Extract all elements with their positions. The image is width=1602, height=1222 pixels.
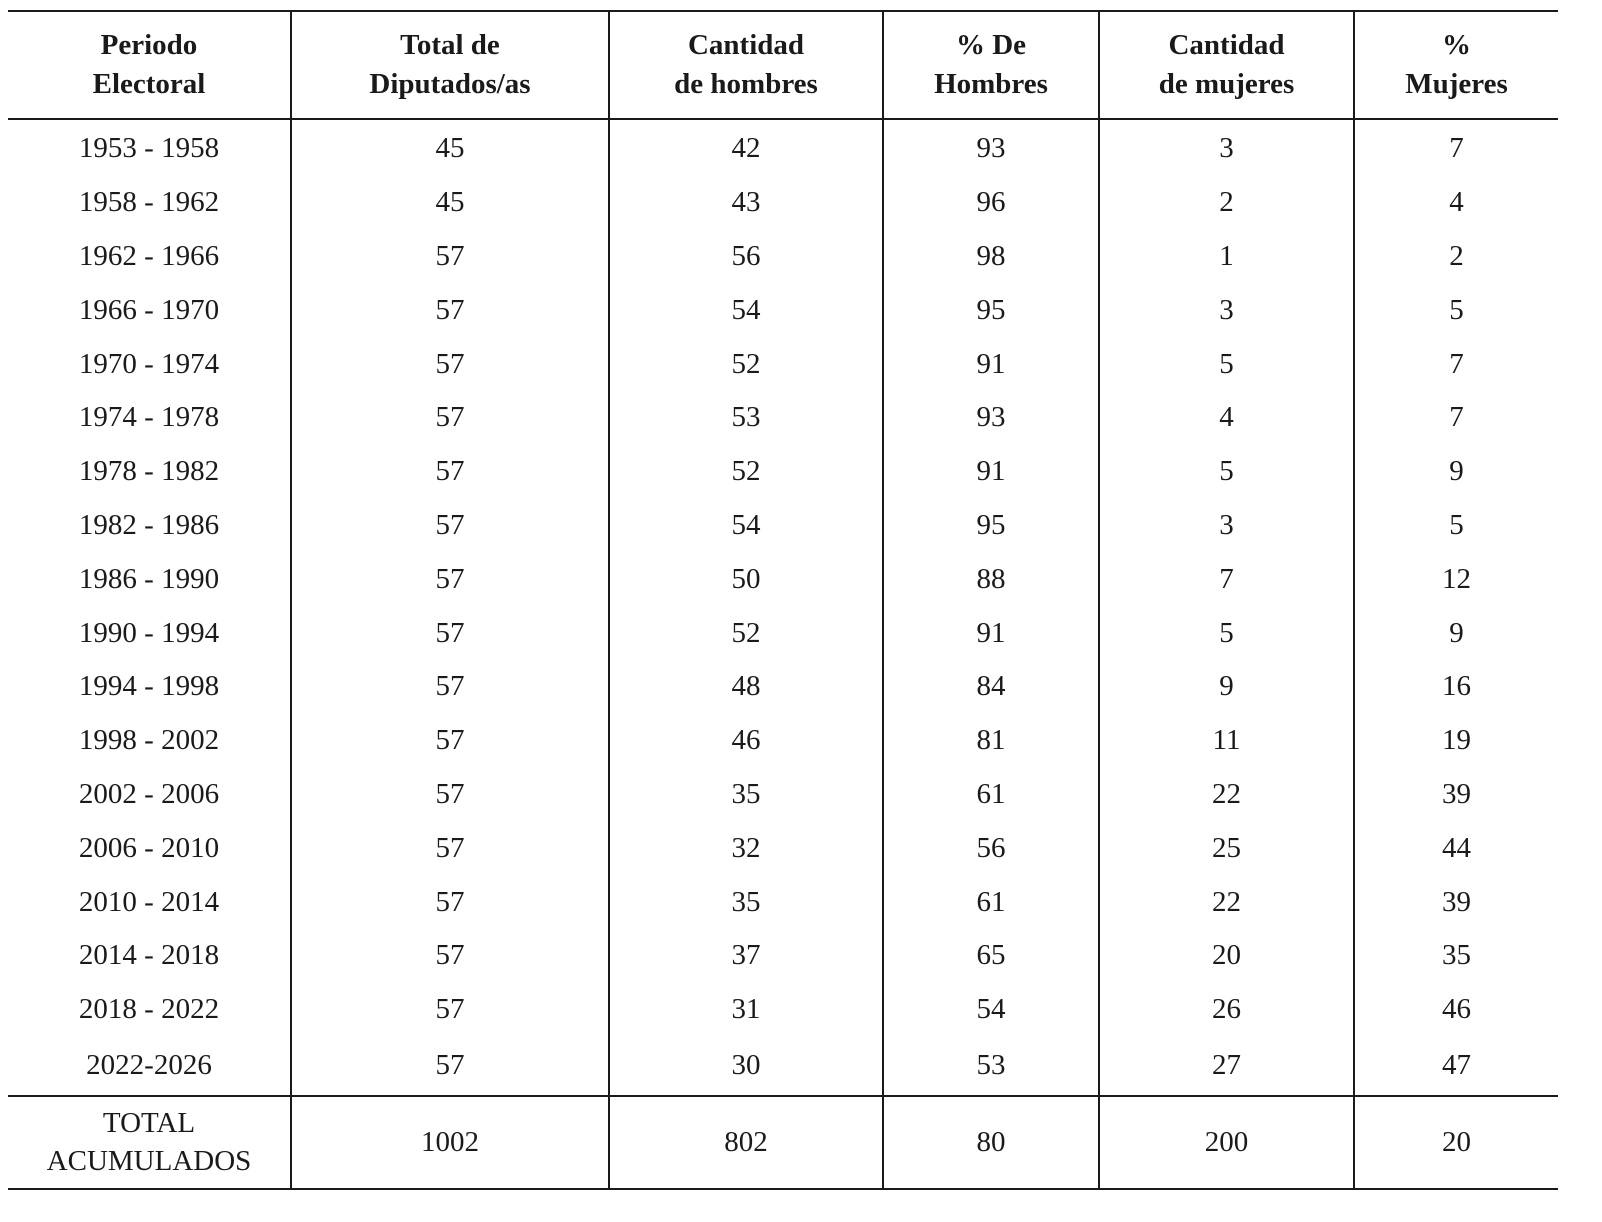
cell-cantidad-mujeres: 20 xyxy=(1099,929,1354,983)
cell-periodo: 1990 - 1994 xyxy=(78,616,220,649)
header-periodo: Periodo Electoral xyxy=(8,11,291,119)
cell-pct-hombres: 91 xyxy=(883,606,1099,660)
cell-pct-hombres: 93 xyxy=(883,119,1099,176)
cell-pct-mujeres: 12 xyxy=(1354,552,1558,606)
cell-pct-hombres: 54 xyxy=(883,983,1099,1037)
cell-pct-hombres: 53 xyxy=(883,1037,1099,1096)
cell-total-diputados: 57 xyxy=(291,714,609,768)
header-pct-mujeres: % Mujeres xyxy=(1354,11,1558,119)
cell-periodo: 2022-2026 xyxy=(86,1049,212,1082)
cell-pct-mujeres: 5 xyxy=(1354,283,1558,337)
cell-cantidad-mujeres: 7 xyxy=(1099,552,1354,606)
cell-cantidad-hombres: 52 xyxy=(609,337,883,391)
cell-cantidad-hombres: 32 xyxy=(609,821,883,875)
cell-periodo: 1953 - 1958 xyxy=(78,132,220,165)
total-diputados: 1002 xyxy=(291,1096,609,1189)
cell-cantidad-hombres: 48 xyxy=(609,660,883,714)
cell-cantidad-mujeres: 11 xyxy=(1099,714,1354,768)
cell-pct-hombres: 95 xyxy=(883,283,1099,337)
cell-cantidad-mujeres: 3 xyxy=(1099,283,1354,337)
cell-periodo: 1970 - 1974 xyxy=(78,347,220,380)
cell-total-diputados: 57 xyxy=(291,606,609,660)
cell-cantidad-hombres: 56 xyxy=(609,230,883,284)
cell-periodo: 2014 - 2018 xyxy=(78,939,220,972)
cell-total-diputados: 57 xyxy=(291,499,609,553)
cell-periodo: 1982 - 1986 xyxy=(78,508,220,541)
cell-total-diputados: 57 xyxy=(291,337,609,391)
cell-pct-hombres: 88 xyxy=(883,552,1099,606)
cell-cantidad-mujeres: 9 xyxy=(1099,660,1354,714)
total-row xyxy=(8,1096,1558,1189)
table-row xyxy=(8,119,1558,176)
cell-total-diputados: 57 xyxy=(291,391,609,445)
cell-pct-mujeres: 35 xyxy=(1354,929,1558,983)
cell-cantidad-hombres: 53 xyxy=(609,391,883,445)
table-row xyxy=(8,337,1558,391)
table-row xyxy=(8,821,1558,875)
cell-pct-hombres: 95 xyxy=(883,499,1099,553)
cell-periodo: 1994 - 1998 xyxy=(78,670,220,703)
cell-cantidad-mujeres: 4 xyxy=(1099,391,1354,445)
cell-cantidad-mujeres: 27 xyxy=(1099,1037,1354,1096)
table-row xyxy=(8,283,1558,337)
cell-cantidad-hombres: 52 xyxy=(609,606,883,660)
cell-cantidad-mujeres: 22 xyxy=(1099,875,1354,929)
cell-cantidad-hombres: 42 xyxy=(609,119,883,176)
cell-pct-hombres: 98 xyxy=(883,230,1099,284)
table-footer xyxy=(8,1096,1558,1189)
header-row xyxy=(8,11,1558,119)
table-row xyxy=(8,445,1558,499)
header-cantidad-hombres: Cantidad de hombres xyxy=(609,11,883,119)
cell-cantidad-hombres: 30 xyxy=(609,1037,883,1096)
cell-cantidad-mujeres: 5 xyxy=(1099,337,1354,391)
table-row xyxy=(8,714,1558,768)
cell-cantidad-hombres: 54 xyxy=(609,499,883,553)
cell-total-diputados: 57 xyxy=(291,230,609,284)
header-cantidad-mujeres: Cantidad de mujeres xyxy=(1099,11,1354,119)
cell-pct-hombres: 91 xyxy=(883,337,1099,391)
table-row xyxy=(8,1037,1558,1096)
cell-pct-hombres: 81 xyxy=(883,714,1099,768)
cell-cantidad-mujeres: 5 xyxy=(1099,606,1354,660)
table-container xyxy=(8,10,1558,1190)
cell-pct-mujeres: 4 xyxy=(1354,176,1558,230)
cell-periodo: 1998 - 2002 xyxy=(78,724,220,757)
cell-cantidad-hombres: 50 xyxy=(609,552,883,606)
cell-cantidad-mujeres: 25 xyxy=(1099,821,1354,875)
table-row xyxy=(8,176,1558,230)
cell-pct-mujeres: 9 xyxy=(1354,606,1558,660)
table-row xyxy=(8,929,1558,983)
cell-pct-hombres: 61 xyxy=(883,768,1099,822)
cell-periodo: 1978 - 1982 xyxy=(78,455,220,488)
cell-pct-mujeres: 7 xyxy=(1354,119,1558,176)
cell-periodo: 2010 - 2014 xyxy=(78,885,220,918)
cell-cantidad-hombres: 35 xyxy=(609,875,883,929)
header-pct-hombres: % De Hombres xyxy=(883,11,1099,119)
table-body xyxy=(8,119,1558,1096)
cell-pct-mujeres: 39 xyxy=(1354,875,1558,929)
cell-periodo: 1958 - 1962 xyxy=(78,186,220,219)
table-row xyxy=(8,875,1558,929)
cell-cantidad-mujeres: 3 xyxy=(1099,119,1354,176)
cell-cantidad-hombres: 37 xyxy=(609,929,883,983)
cell-pct-hombres: 56 xyxy=(883,821,1099,875)
cell-cantidad-hombres: 52 xyxy=(609,445,883,499)
cell-total-diputados: 57 xyxy=(291,768,609,822)
total-pct-mujeres: 20 xyxy=(1354,1096,1558,1189)
cell-pct-hombres: 93 xyxy=(883,391,1099,445)
total-pct-hombres: 80 xyxy=(883,1096,1099,1189)
table-row xyxy=(8,768,1558,822)
table-row xyxy=(8,660,1558,714)
cell-cantidad-mujeres: 22 xyxy=(1099,768,1354,822)
cell-pct-mujeres: 5 xyxy=(1354,499,1558,553)
cell-total-diputados: 57 xyxy=(291,445,609,499)
table-row xyxy=(8,391,1558,445)
table-row xyxy=(8,983,1558,1037)
cell-pct-hombres: 96 xyxy=(883,176,1099,230)
cell-total-diputados: 57 xyxy=(291,552,609,606)
cell-total-diputados: 45 xyxy=(291,119,609,176)
cell-periodo: 2006 - 2010 xyxy=(78,831,220,864)
total-mujeres: 200 xyxy=(1099,1096,1354,1189)
cell-pct-hombres: 84 xyxy=(883,660,1099,714)
table-header xyxy=(8,11,1558,119)
cell-cantidad-mujeres: 3 xyxy=(1099,499,1354,553)
cell-pct-mujeres: 46 xyxy=(1354,983,1558,1037)
cell-cantidad-mujeres: 26 xyxy=(1099,983,1354,1037)
cell-periodo: 1986 - 1990 xyxy=(78,562,220,595)
table-row xyxy=(8,230,1558,284)
cell-pct-mujeres: 7 xyxy=(1354,337,1558,391)
header-total-diputados: Total de Diputados/as xyxy=(291,11,609,119)
cell-cantidad-mujeres: 2 xyxy=(1099,176,1354,230)
cell-pct-hombres: 91 xyxy=(883,445,1099,499)
cell-pct-mujeres: 7 xyxy=(1354,391,1558,445)
cell-pct-mujeres: 2 xyxy=(1354,230,1558,284)
cell-periodo: 1966 - 1970 xyxy=(78,293,220,326)
cell-total-diputados: 57 xyxy=(291,283,609,337)
cell-pct-mujeres: 39 xyxy=(1354,768,1558,822)
cell-pct-hombres: 65 xyxy=(883,929,1099,983)
cell-cantidad-hombres: 54 xyxy=(609,283,883,337)
cell-periodo: 1962 - 1966 xyxy=(78,239,220,272)
total-label: TOTAL ACUMULADOS xyxy=(8,1096,291,1189)
cell-pct-mujeres: 47 xyxy=(1354,1037,1558,1096)
cell-pct-mujeres: 16 xyxy=(1354,660,1558,714)
cell-cantidad-hombres: 43 xyxy=(609,176,883,230)
cell-cantidad-mujeres: 1 xyxy=(1099,230,1354,284)
cell-pct-mujeres: 44 xyxy=(1354,821,1558,875)
cell-periodo: 1974 - 1978 xyxy=(78,401,220,434)
cell-total-diputados: 57 xyxy=(291,875,609,929)
total-hombres: 802 xyxy=(609,1096,883,1189)
cell-total-diputados: 57 xyxy=(291,660,609,714)
cell-total-diputados: 57 xyxy=(291,821,609,875)
table-row xyxy=(8,499,1558,553)
table-row xyxy=(8,606,1558,660)
cell-cantidad-hombres: 35 xyxy=(609,768,883,822)
cell-cantidad-mujeres: 5 xyxy=(1099,445,1354,499)
cell-cantidad-hombres: 31 xyxy=(609,983,883,1037)
table-row xyxy=(8,552,1558,606)
cell-pct-mujeres: 19 xyxy=(1354,714,1558,768)
cell-total-diputados: 57 xyxy=(291,983,609,1037)
cell-periodo: 2002 - 2006 xyxy=(78,777,220,810)
cell-total-diputados: 45 xyxy=(291,176,609,230)
cell-total-diputados: 57 xyxy=(291,1037,609,1096)
cell-periodo: 2018 - 2022 xyxy=(78,993,220,1026)
cell-cantidad-hombres: 46 xyxy=(609,714,883,768)
diputados-table xyxy=(8,10,1558,1190)
cell-pct-mujeres: 9 xyxy=(1354,445,1558,499)
cell-total-diputados: 57 xyxy=(291,929,609,983)
cell-pct-hombres: 61 xyxy=(883,875,1099,929)
